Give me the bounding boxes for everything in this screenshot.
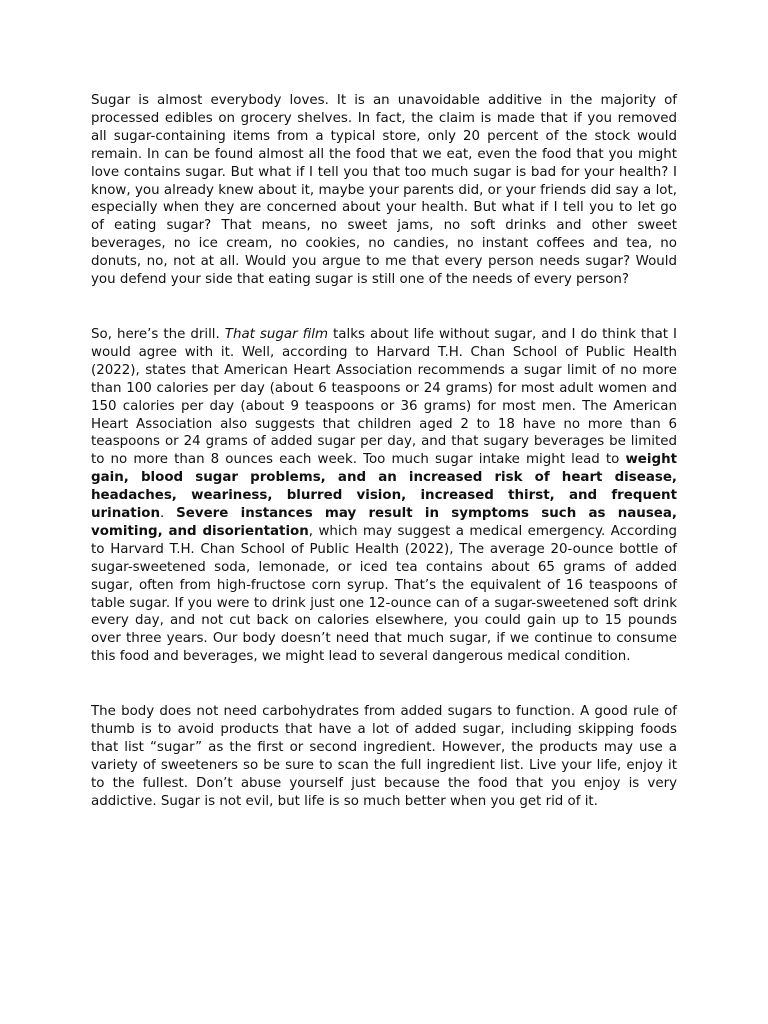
paragraph-text: , which may suggest a medical emergency. According to Harvard T.H. Chan School of Public Health (2022), The average 20-ounce bottle of sugar-sweetened soda, lemonade, or iced tea contains about 65 grams of added sugar, often from high-fructose corn syrup. That’s the equivalent of 16 teaspoons of table sugar. If you were to drink just one 12-ounce can of a sugar-sweetened soft drink every day, and not cut back on calories elsewhere, you could gain up to 15 pounds over three years. Our body doesn’t need that much sugar, if we continue to consume this food and beverages, we might lead to several dangerous medical condition.	[91, 523, 677, 665]
bold-severe-symptoms: Severe instances may result in symptoms such as nausea, vomiting, and disorientation	[91, 506, 678, 539]
paragraph-conclusion	[91, 703, 677, 810]
film-title: That sugar film	[224, 326, 329, 342]
document-body	[91, 92, 677, 811]
paragraph-text: .	[160, 506, 177, 522]
bold-symptoms: weight gain, blood sugar problems, and an increased risk of heart disease, headaches, weariness, blurred vision, increased thirst, and frequent urination	[91, 452, 677, 522]
paragraph-drill	[91, 326, 677, 666]
paragraph-text: talks about life without sugar, and I do think that I would agree with it. Well, according to Harvard T.H. Chan School of Public Health (2022), states that American Heart Association recommends a sugar limit of no more than 100 calories per day (about 6 teaspoons or 24 grams) for most adult women and 150 calories per day (about 9 teaspoons or 36 grams) for most men. The American Heart Association also suggests that children aged 2 to 18 have no more than 6 teaspoons or 24 grams of added sugar per day, and that sugary beverages be limited to no more than 8 ounces each week. Too much sugar intake might lead to	[91, 326, 678, 468]
paragraph-text: The body does not need carbohydrates from added sugars to function. A good rule of thumb is to avoid products that have a lot of added sugar, including skipping foods that list “sugar” as the first or second ingredient. However, the products may use a variety of sweeteners so be sure to scan the full ingredient list. Live your life, enjoy it to the fullest. Don’t abuse yourself just because the food that you enjoy is very addictive. Sugar is not evil, but life is so much better when you get rid of it.	[91, 704, 677, 809]
paragraph-text: Sugar is almost everybody loves. It is an unavoidable additive in the majority of processed edibles on grocery shelves. In fact, the claim is made that if you removed all sugar-containing items from a typical store, only 20 percent of the stock would remain. In can be found almost all the food that we eat, even the food that you might love contains sugar. But what if I tell you that too much sugar is bad for your health? I know, you already knew about it, maybe your parents did, or your friends did say a lot, especially when they are concerned about your health. But what if I tell you to let go of eating sugar? That means, no sweet jams, no soft drinks and other sweet beverages, no ice cream, no cookies, no candies, no instant coffees and tea, no donuts, no, not at all. Would you argue to me that every person needs sugar? Would you defend your side that eating sugar is still one of the needs of every person?	[91, 93, 677, 288]
paragraph-intro	[91, 92, 677, 289]
paragraph-text: So, here’s the drill.	[91, 326, 225, 342]
